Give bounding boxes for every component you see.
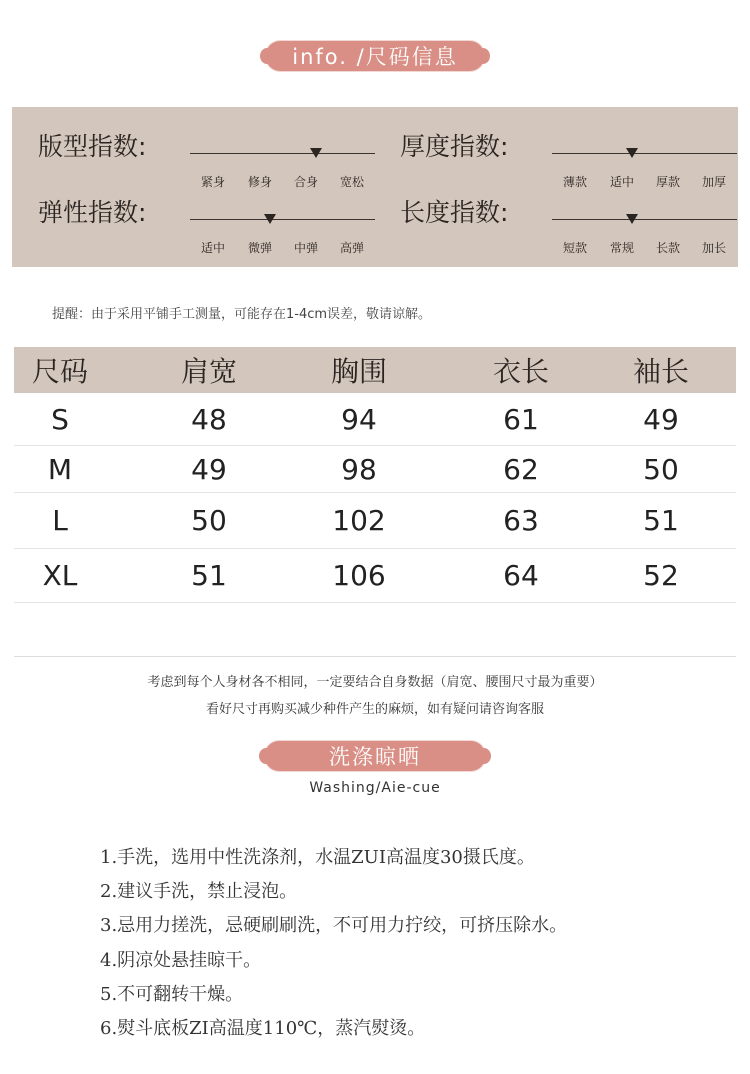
thickness-index-scale — [552, 153, 737, 154]
length-cell: 64 — [503, 559, 539, 592]
table-row — [14, 493, 736, 549]
thickness-option: 厚款 — [655, 175, 680, 189]
length-index-marker — [626, 214, 638, 224]
fit-option: 宽松 — [339, 175, 364, 189]
length-cell: 61 — [503, 402, 539, 436]
thickness-index-marker — [626, 148, 638, 158]
thickness-index-label: 厚度指数: — [400, 132, 509, 161]
elasticity-index-label: 弹性指数: — [38, 198, 147, 227]
fit-option: 紧身 — [200, 175, 225, 189]
washing-subtitle: Washing/Aie-cue — [309, 780, 441, 796]
elasticity-index — [38, 183, 383, 255]
shoulder-cell: 48 — [191, 402, 227, 436]
advice-line: 考虑到每个人身材各不相同，一定要结合自身数据（肩宽、腰围尺寸最为重要） — [147, 675, 603, 690]
thickness-option: 适中 — [609, 175, 634, 189]
header-length: 衣长 — [492, 355, 549, 388]
length-option: 短款 — [562, 241, 587, 255]
size-info-banner — [266, 41, 484, 71]
length-index-label: 长度指数: — [400, 198, 509, 227]
wash-instruction: 5.不可翻转干燥。 — [100, 984, 244, 1005]
fit-index-scale — [190, 153, 375, 154]
elasticity-option: 中弹 — [293, 241, 318, 255]
washing-banner — [265, 741, 485, 771]
wash-instruction: 1.手洗，选用中性洗涤剂，水温ZUI高温度30摄氏度。 — [100, 847, 535, 868]
header-shoulder: 肩宽 — [180, 355, 237, 388]
table-row — [14, 446, 736, 493]
wash-instruction: 3.忌用力搓洗，忌硬刷刷洗，不可用力拧绞，可挤压除水。 — [100, 915, 568, 936]
shoulder-cell: 51 — [191, 559, 227, 592]
table-row — [14, 393, 736, 446]
chest-cell: 98 — [341, 452, 377, 486]
elasticity-option: 高弹 — [339, 241, 364, 255]
shoulder-cell: 49 — [191, 452, 227, 486]
length-option: 加长 — [701, 241, 726, 255]
elasticity-index-marker — [264, 214, 276, 224]
chest-cell: 94 — [341, 402, 377, 436]
header-chest: 胸围 — [330, 355, 387, 388]
fit-index-label: 版型指数: — [38, 132, 147, 161]
fit-option: 合身 — [293, 175, 318, 189]
elasticity-index-scale — [190, 219, 375, 220]
thickness-index — [400, 117, 745, 189]
fit-index — [38, 117, 383, 189]
sleeve-cell: 50 — [643, 452, 679, 486]
shoulder-cell: 50 — [191, 504, 227, 537]
wash-instruction: 2.建议手洗，禁止浸泡。 — [100, 881, 298, 902]
length-index — [400, 183, 745, 255]
sleeve-cell: 49 — [643, 402, 679, 436]
header-size: 尺码 — [31, 355, 88, 388]
thickness-option: 加厚 — [701, 175, 726, 189]
advice-line: 看好尺寸再购买减少种件产生的麻烦，如有疑问请咨询客服 — [205, 702, 544, 717]
table-row — [14, 549, 736, 603]
length-cell: 63 — [503, 504, 539, 537]
chest-cell: 102 — [332, 504, 386, 537]
size-cell: XL — [42, 559, 78, 592]
fit-option: 修身 — [247, 175, 272, 189]
section-divider — [14, 656, 736, 657]
wash-instruction: 4.阴凉处悬挂晾干。 — [100, 950, 262, 971]
length-option: 常规 — [609, 241, 634, 255]
header-sleeve: 袖长 — [632, 355, 689, 388]
length-option: 长款 — [655, 241, 680, 255]
measurement-note: 提醒：由于采用平铺手工测量，可能存在1-4cm误差，敬请谅解。 — [52, 307, 432, 322]
elasticity-option: 微弹 — [247, 241, 272, 255]
chest-cell: 106 — [332, 559, 386, 592]
length-index-scale — [552, 219, 737, 220]
sleeve-cell: 51 — [643, 504, 679, 537]
elasticity-option: 适中 — [200, 241, 225, 255]
size-cell: M — [47, 452, 73, 486]
length-cell: 62 — [503, 452, 539, 486]
sleeve-cell: 52 — [643, 559, 679, 592]
fit-index-marker — [310, 148, 322, 158]
size-table-header — [14, 347, 736, 393]
size-cell: L — [52, 504, 68, 537]
size-info-title: info. /尺码信息 — [292, 45, 458, 69]
size-table — [14, 347, 736, 603]
size-cell: S — [51, 402, 69, 436]
thickness-option: 薄款 — [562, 175, 587, 189]
washing-title: 洗涤晾晒 — [329, 745, 421, 769]
wash-instruction: 6.熨斗底板ZI高温度110℃，蒸汽熨烫。 — [100, 1018, 426, 1039]
fit-index-panel — [12, 107, 738, 267]
